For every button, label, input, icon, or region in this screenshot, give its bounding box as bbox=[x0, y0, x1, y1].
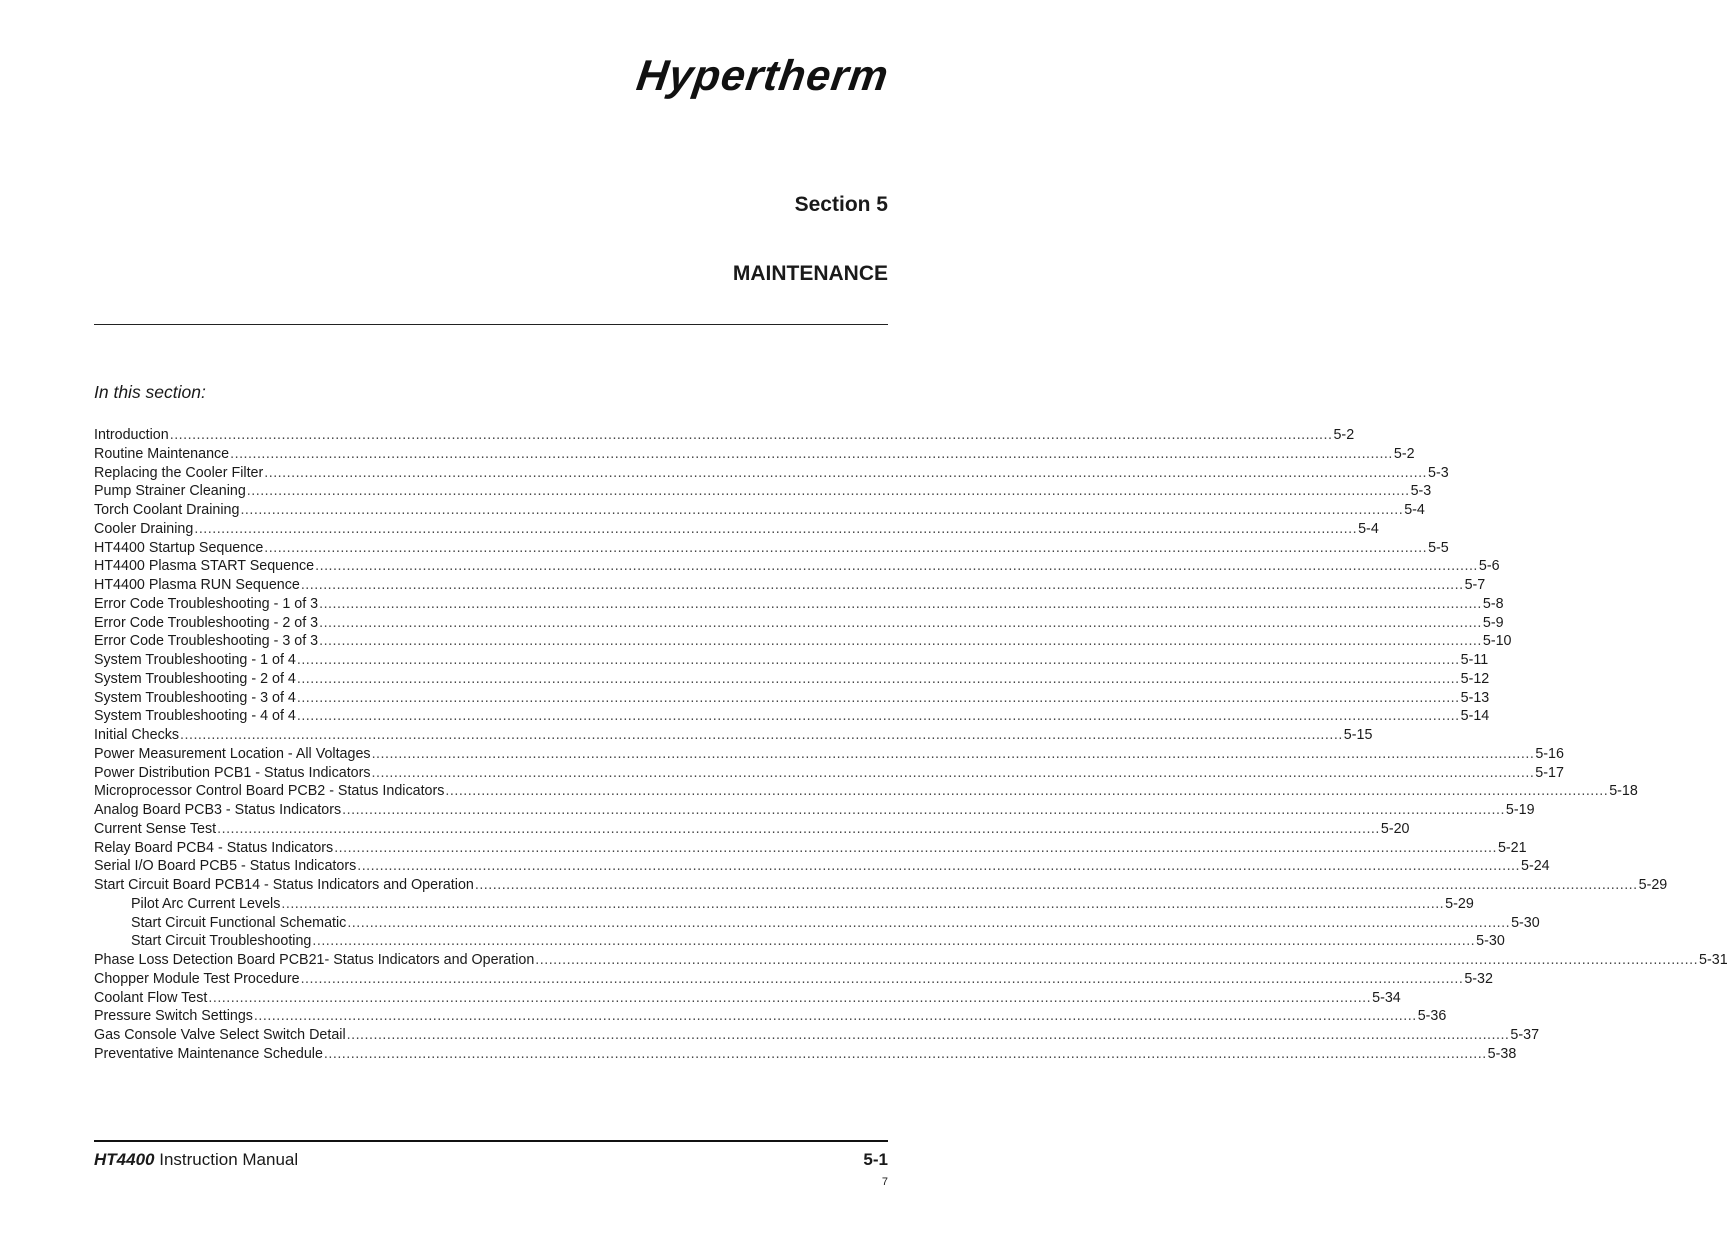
toc-entry[interactable] bbox=[94, 689, 1490, 708]
toc-entry-page: 5-3 bbox=[1428, 464, 1449, 481]
toc-entry-title: HT4400 Plasma START Sequence bbox=[94, 558, 315, 575]
toc-entry-page: 5-14 bbox=[1460, 708, 1490, 725]
toc-entry-title: System Troubleshooting - 1 of 4 bbox=[94, 652, 296, 668]
toc-entry-title: Pump Strainer Cleaning bbox=[94, 483, 246, 500]
toc-leader-dots: .................................................................................................................................................................................................................................................................... bbox=[319, 633, 1482, 650]
toc-entry-page: 5-8 bbox=[1482, 595, 1504, 612]
toc-leader-dots: .................................................................................................................................................................................................................................................................... bbox=[323, 1045, 1487, 1062]
toc-entry-title: Error Code Troubleshooting - 1 of 3 bbox=[94, 595, 319, 612]
hypertherm-logo: Hypertherm bbox=[633, 52, 892, 100]
toc-entry-page: 5-13 bbox=[1460, 689, 1490, 706]
toc-entry-page: 5-10 bbox=[1482, 633, 1512, 650]
toc-leader-dots: .................................................................................................................................................................................................................................................................... bbox=[246, 483, 1410, 500]
toc-entry-title: Current Sense Test bbox=[94, 820, 217, 837]
toc-leader-dots: .................................................................................................................................................................................................................................................................... bbox=[347, 914, 1511, 931]
toc-entry-page: 5-18 bbox=[1609, 783, 1638, 800]
toc-entry-page: 5-9 bbox=[1482, 614, 1504, 631]
toc-entry-title: Error Code Troubleshooting - 2 of 3 bbox=[94, 614, 319, 631]
toc-leader-dots: .................................................................................................................................................................................................................................................................... bbox=[208, 989, 1372, 1006]
toc-leader-dots: .................................................................................................................................................................................................................................................................... bbox=[180, 727, 1343, 743]
toc-leader-dots: .................................................................................................................................................................................................................................................................... bbox=[319, 595, 1482, 612]
toc-entry-page: 5-36 bbox=[1417, 1008, 1447, 1025]
toc-entry-page: 5-32 bbox=[1464, 970, 1493, 987]
toc-entry[interactable] bbox=[94, 876, 1668, 895]
toc-entry[interactable] bbox=[94, 520, 1379, 539]
toc-entry-title: Cooler Draining bbox=[94, 520, 194, 537]
toc-entry-title: Gas Console Valve Select Switch Detail bbox=[94, 1027, 346, 1043]
toc-entry-title: System Troubleshooting - 4 of 4 bbox=[94, 708, 296, 725]
toc-leader-dots: .................................................................................................................................................................................................................................................................... bbox=[346, 1027, 1510, 1043]
toc-entry-page: 5-29 bbox=[1445, 895, 1474, 912]
section-title: MAINTENANCE bbox=[732, 262, 888, 285]
toc-entry-page: 5-38 bbox=[1487, 1045, 1517, 1062]
toc-entry[interactable] bbox=[94, 707, 1490, 726]
toc-entry-title: Error Code Troubleshooting - 3 of 3 bbox=[94, 633, 319, 650]
toc-entry-title: Initial Checks bbox=[94, 727, 180, 743]
toc-entry[interactable] bbox=[94, 782, 1638, 801]
toc-entry[interactable] bbox=[94, 857, 1550, 876]
toc-entry[interactable] bbox=[94, 745, 1564, 764]
footer-page-number: 5-1 bbox=[863, 1150, 888, 1169]
toc-leader-dots: .................................................................................................................................................................................................................................................................... bbox=[230, 445, 1393, 462]
toc-leader-dots: .................................................................................................................................................................................................................................................................... bbox=[535, 952, 1699, 968]
toc-entry[interactable] bbox=[94, 726, 1373, 745]
toc-entry-page: 5-2 bbox=[1333, 427, 1355, 443]
toc-entry-page: 5-34 bbox=[1372, 989, 1401, 1006]
toc-leader-dots: .................................................................................................................................................................................................................................................................... bbox=[334, 839, 1497, 856]
toc-leader-dots: .................................................................................................................................................................................................................................................................... bbox=[217, 820, 1380, 837]
toc-entry[interactable] bbox=[94, 820, 1410, 839]
toc-entry-page: 5-3 bbox=[1410, 483, 1432, 500]
toc-leader-dots: .................................................................................................................................................................................................................................................................... bbox=[357, 858, 1520, 875]
toc-entry-page: 5-4 bbox=[1358, 520, 1379, 537]
toc-entry-title: HT4400 Plasma RUN Sequence bbox=[94, 577, 300, 593]
toc-leader-dots: .................................................................................................................................................................................................................................................................... bbox=[312, 933, 1476, 950]
toc-entry[interactable] bbox=[94, 970, 1493, 989]
toc-leader-dots: .................................................................................................................................................................................................................................................................... bbox=[445, 783, 1609, 800]
toc-entry-title: Start Circuit Functional Schematic bbox=[131, 914, 347, 931]
toc-entry-title: Coolant Flow Test bbox=[94, 989, 208, 1006]
toc-leader-dots: .................................................................................................................................................................................................................................................................... bbox=[169, 427, 1333, 443]
toc-entry[interactable] bbox=[94, 501, 1425, 520]
toc-leader-dots: .................................................................................................................................................................................................................................................................... bbox=[371, 764, 1535, 781]
toc-entry-title: System Troubleshooting - 3 of 4 bbox=[94, 689, 296, 706]
toc-entry-page: 5-17 bbox=[1535, 764, 1564, 781]
toc-entry-title: Analog Board PCB3 - Status Indicators bbox=[94, 802, 342, 818]
toc-entry[interactable] bbox=[94, 951, 1728, 970]
toc-intro: In this section: bbox=[94, 382, 206, 402]
toc-entry-page: 5-6 bbox=[1478, 558, 1500, 575]
header-divider bbox=[94, 324, 888, 325]
toc-leader-dots: .................................................................................................................................................................................................................................................................... bbox=[296, 689, 1460, 706]
toc-entry[interactable] bbox=[94, 632, 1512, 651]
toc-entry-title: Pilot Arc Current Levels bbox=[131, 895, 281, 912]
toc-entry-page: 5-16 bbox=[1535, 745, 1564, 762]
toc-entry-title: Phase Loss Detection Board PCB21- Status Indicators and Operation bbox=[94, 952, 535, 968]
toc-leader-dots: .................................................................................................................................................................................................................................................................... bbox=[264, 464, 1428, 481]
toc-entry[interactable] bbox=[94, 1026, 1540, 1045]
toc-entry-title: Chopper Module Test Procedure bbox=[94, 970, 300, 987]
toc-entry[interactable] bbox=[94, 614, 1504, 633]
table-of-contents bbox=[94, 426, 1728, 1064]
toc-leader-dots: .................................................................................................................................................................................................................................................................... bbox=[240, 502, 1404, 518]
toc-entry[interactable] bbox=[94, 839, 1527, 858]
toc-entry[interactable] bbox=[94, 445, 1415, 464]
toc-entry[interactable] bbox=[94, 670, 1490, 689]
toc-entry-page: 5-12 bbox=[1460, 670, 1490, 687]
toc-entry-title: Serial I/O Board PCB5 - Status Indicators bbox=[94, 858, 357, 875]
toc-entry-page: 5-15 bbox=[1343, 727, 1373, 743]
toc-entry[interactable] bbox=[94, 764, 1564, 783]
toc-entry-title: Start Circuit Troubleshooting bbox=[131, 933, 312, 950]
toc-entry-title: System Troubleshooting - 2 of 4 bbox=[94, 670, 296, 687]
toc-leader-dots: .................................................................................................................................................................................................................................................................... bbox=[264, 539, 1428, 556]
toc-entry[interactable] bbox=[94, 464, 1449, 483]
toc-leader-dots: .................................................................................................................................................................................................................................................................... bbox=[342, 802, 1505, 818]
toc-entry-title: Preventative Maintenance Schedule bbox=[94, 1045, 323, 1062]
toc-leader-dots: .................................................................................................................................................................................................................................................................... bbox=[371, 745, 1535, 762]
toc-leader-dots: .................................................................................................................................................................................................................................................................... bbox=[300, 577, 1464, 593]
toc-entry-page: 5-30 bbox=[1476, 933, 1505, 950]
toc-entry-title: Introduction bbox=[94, 427, 169, 443]
toc-entry-title: Pressure Switch Settings bbox=[94, 1008, 253, 1025]
toc-entry[interactable] bbox=[94, 482, 1432, 501]
toc-leader-dots: .................................................................................................................................................................................................................................................................... bbox=[300, 970, 1464, 987]
toc-entry[interactable] bbox=[94, 426, 1355, 445]
footer-manual-title bbox=[94, 1150, 298, 1170]
toc-entry-page: 5-31 bbox=[1699, 952, 1728, 968]
toc-entry-page: 5-5 bbox=[1428, 539, 1449, 556]
toc-leader-dots: .................................................................................................................................................................................................................................................................... bbox=[315, 558, 1478, 575]
toc-entry-page: 5-11 bbox=[1460, 652, 1489, 668]
toc-leader-dots: .................................................................................................................................................................................................................................................................... bbox=[194, 520, 1358, 537]
toc-entry-title: Routine Maintenance bbox=[94, 445, 230, 462]
toc-entry[interactable] bbox=[94, 651, 1489, 670]
toc-leader-dots: .................................................................................................................................................................................................................................................................... bbox=[474, 877, 1638, 893]
toc-entry[interactable] bbox=[94, 914, 1540, 933]
toc-entry-page: 5-19 bbox=[1505, 802, 1535, 818]
footer-model: HT4400 bbox=[94, 1150, 155, 1169]
toc-entry-title: Torch Coolant Draining bbox=[94, 502, 240, 518]
toc-entry[interactable] bbox=[94, 1045, 1517, 1064]
toc-entry-page: 5-4 bbox=[1404, 502, 1425, 518]
toc-entry[interactable] bbox=[94, 895, 1474, 914]
toc-leader-dots: .................................................................................................................................................................................................................................................................... bbox=[281, 895, 1445, 912]
toc-entry-title: Microprocessor Control Board PCB2 - Status Indicators bbox=[94, 783, 445, 800]
toc-entry-title: Power Distribution PCB1 - Status Indicators bbox=[94, 764, 371, 781]
toc-entry-title: HT4400 Startup Sequence bbox=[94, 539, 264, 556]
toc-entry-page: 5-29 bbox=[1638, 877, 1668, 893]
toc-entry-page: 5-37 bbox=[1510, 1027, 1540, 1043]
toc-leader-dots: .................................................................................................................................................................................................................................................................... bbox=[296, 652, 1460, 668]
toc-leader-dots: .................................................................................................................................................................................................................................................................... bbox=[253, 1008, 1417, 1025]
toc-leader-dots: .................................................................................................................................................................................................................................................................... bbox=[319, 614, 1482, 631]
footer-manual: Instruction Manual bbox=[159, 1150, 299, 1169]
toc-entry-page: 5-24 bbox=[1521, 858, 1550, 875]
toc-entry-page: 5-2 bbox=[1393, 445, 1415, 462]
toc-entry[interactable] bbox=[94, 989, 1401, 1008]
toc-leader-dots: .................................................................................................................................................................................................................................................................... bbox=[296, 708, 1460, 725]
toc-entry-title: Power Measurement Location - All Voltages bbox=[94, 745, 371, 762]
toc-entry[interactable] bbox=[94, 595, 1504, 614]
footer-divider bbox=[94, 1140, 888, 1142]
toc-entry[interactable] bbox=[94, 576, 1486, 595]
toc-entry-title: Relay Board PCB4 - Status Indicators bbox=[94, 839, 334, 856]
toc-entry-title: Start Circuit Board PCB14 - Status Indicators and Operation bbox=[94, 877, 474, 893]
section-label: Section 5 bbox=[794, 193, 888, 216]
toc-entry[interactable] bbox=[94, 1007, 1447, 1026]
toc-entry-page: 5-30 bbox=[1511, 914, 1540, 931]
toc-entry[interactable] bbox=[94, 557, 1500, 576]
toc-entry-page: 5-20 bbox=[1380, 820, 1410, 837]
toc-leader-dots: .................................................................................................................................................................................................................................................................... bbox=[296, 670, 1460, 687]
toc-entry[interactable] bbox=[94, 539, 1449, 558]
toc-entry[interactable] bbox=[94, 932, 1505, 951]
sheet-number: 7 bbox=[881, 1176, 888, 1188]
toc-entry-title: Replacing the Cooler Filter bbox=[94, 464, 264, 481]
toc-entry[interactable] bbox=[94, 801, 1535, 820]
toc-entry-page: 5-7 bbox=[1464, 577, 1486, 593]
toc-entry-page: 5-21 bbox=[1497, 839, 1527, 856]
